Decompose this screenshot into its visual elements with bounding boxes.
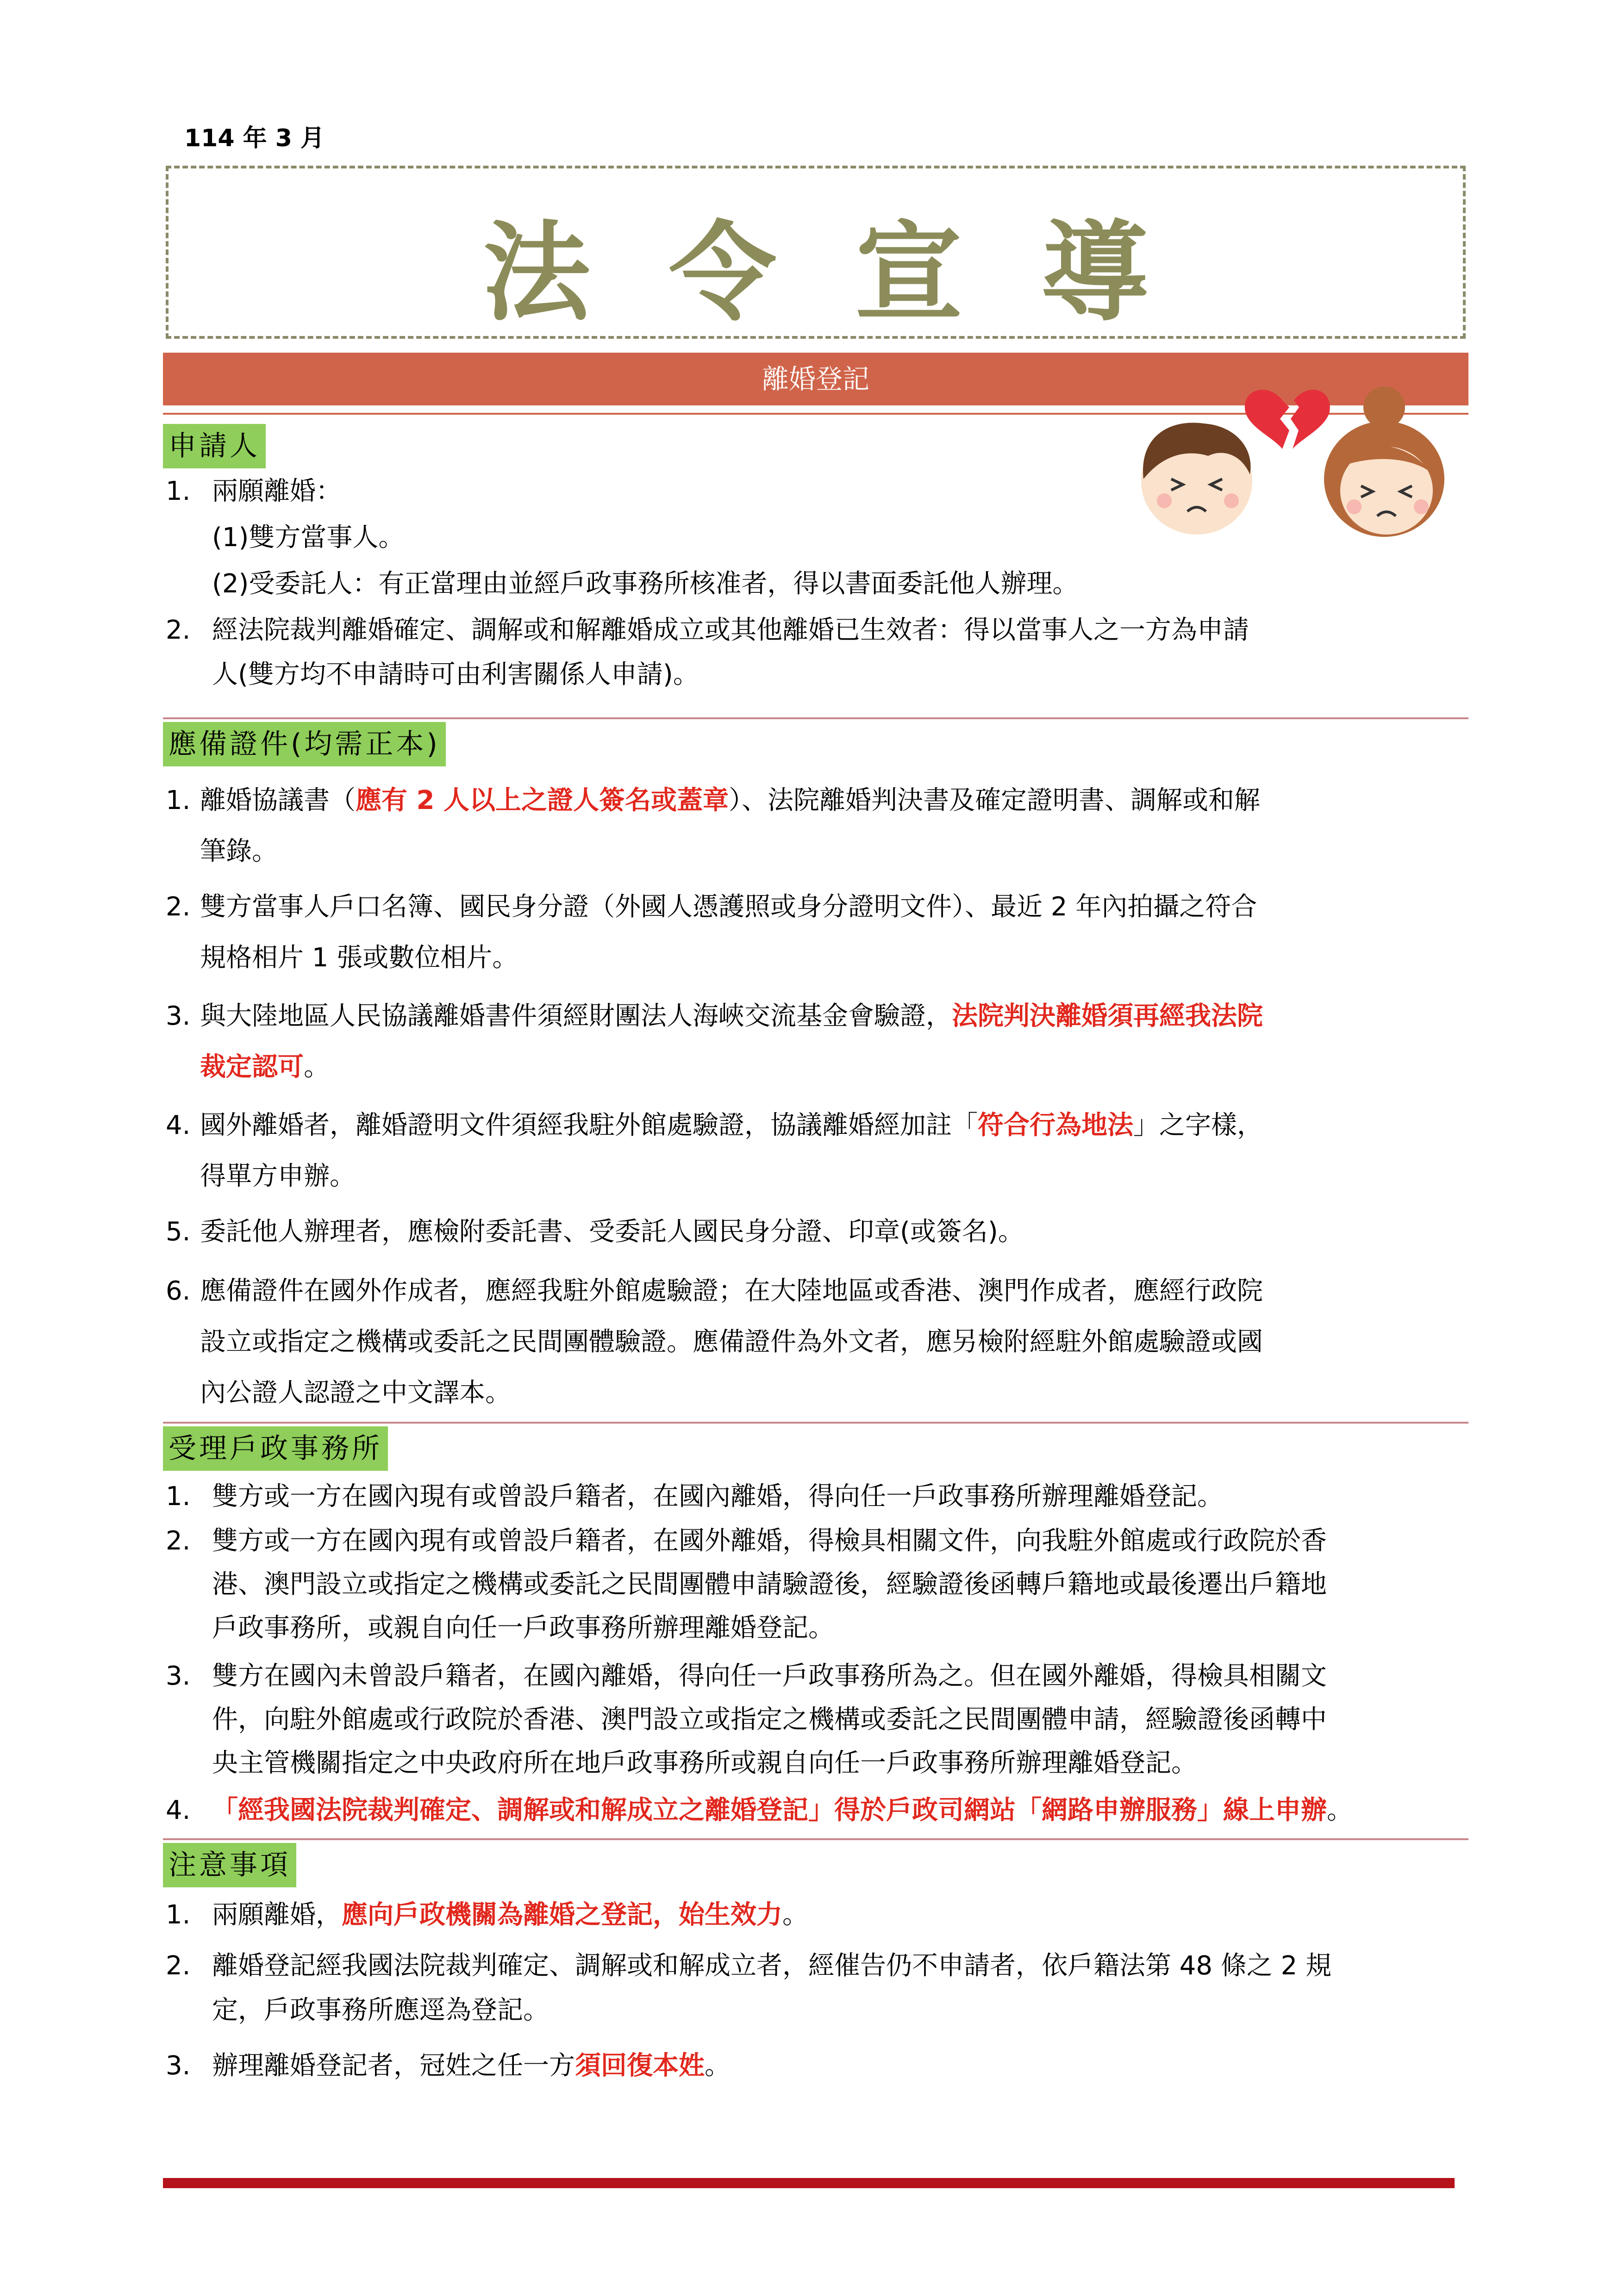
list-number: 1. — [166, 1900, 191, 1930]
notes-item-2-line-1: 離婚登記經我國法院裁判確定、調解或和解成立者，經催告仍不申請者，依戶籍法第 48 條之 2 規 — [212, 1951, 1332, 1981]
list-number: 2. — [166, 1526, 191, 1556]
documents-item-5: 委託他人辦理者，應檢附委託書、受委託人國民身分證、印章(或簽名)。 — [200, 1217, 1024, 1247]
sad-boy-icon — [1141, 423, 1252, 535]
footer-rule — [163, 2178, 1455, 2188]
section-notes: 注意事項 — [163, 1843, 296, 1887]
section-divider — [163, 1838, 1468, 1840]
section-office: 受理戶政事務所 — [163, 1426, 388, 1471]
list-number: 4. — [166, 1795, 191, 1825]
section-documents: 應備證件(均需正本) — [163, 722, 446, 766]
documents-item-1-line-1: 離婚協議書（應有 2 人以上之證人簽名或蓋章）、法院離婚判決書及確定證明書、調解或和解 — [200, 785, 1260, 815]
applicant-item-1a: (1)雙方當事人。 — [212, 523, 405, 553]
documents-item-2-line-1: 雙方當事人戶口名簿、國民身分證（外國人憑護照或身分證明文件）、最近 2 年內拍攝之符合 — [200, 892, 1257, 922]
list-number: 3. — [166, 1001, 191, 1031]
documents-item-6-line-3: 內公證人認證之中文譯本。 — [200, 1378, 511, 1408]
documents-item-3-line-2: 裁定認可。 — [200, 1052, 330, 1082]
documents-item-4-line-1: 國外離婚者，離婚證明文件須經我駐外館處驗證，協議離婚經加註「符合行為地法」之字樣， — [200, 1110, 1263, 1140]
page-title: 法令宣導 — [482, 209, 1227, 336]
office-item-2-line-3: 戶政事務所，或親自向任一戶政事務所辦理離婚登記。 — [212, 1613, 834, 1643]
notes-item-2-line-2: 定，戶政事務所應逕為登記。 — [212, 1995, 549, 2025]
applicant-item-1: 兩願離婚： — [212, 476, 342, 506]
list-number: 3. — [166, 2051, 191, 2081]
notes-item-1: 兩願離婚，應向戶政機關為離婚之登記，始生效力。 — [212, 1900, 808, 1930]
list-number: 1. — [166, 785, 191, 815]
list-number: 4. — [166, 1110, 191, 1140]
issue-date: 114 年 3 月 — [184, 124, 325, 152]
documents-item-6-line-2: 設立或指定之機構或委託之民間團體驗證。應備證件為外文者，應另檢附經駐外館處驗證或國 — [200, 1327, 1263, 1357]
list-number: 2. — [166, 892, 191, 922]
office-item-1: 雙方或一方在國內現有或曾設戶籍者，在國內離婚，得向任一戶政事務所辦理離婚登記。 — [212, 1481, 1223, 1512]
office-item-4: 「經我國法院裁判確定、調解或和解成立之離婚登記」得於戶政司網站「網路申辦服務」線上申辦。 — [212, 1795, 1353, 1825]
topic-banner: 離婚登記 — [163, 353, 1468, 405]
list-number: 3. — [166, 1661, 191, 1691]
section-applicant: 申請人 — [163, 424, 266, 468]
applicant-item-2-line-2: 人(雙方均不申請時可由利害關係人申請)。 — [212, 660, 699, 690]
couple-illustration — [1116, 380, 1468, 546]
documents-item-2-line-2: 規格相片 1 張或數位相片。 — [200, 943, 518, 973]
list-number: 1. — [166, 1481, 191, 1512]
section-divider — [163, 1422, 1468, 1424]
sad-girl-icon — [1324, 386, 1444, 537]
documents-item-3-line-1: 與大陸地區人民協議離婚書件須經財團法人海峽交流基金會驗證，法院判決離婚須再經我法院 — [200, 1001, 1263, 1031]
section-divider — [163, 717, 1468, 719]
list-number: 1. — [166, 476, 191, 506]
applicant-item-2-line-1: 經法院裁判離婚確定、調解或和解離婚成立或其他離婚已生效者：得以當事人之一方為申請 — [212, 615, 1249, 645]
list-number: 2. — [166, 615, 191, 645]
list-number: 5. — [166, 1217, 191, 1247]
notes-item-3: 辦理離婚登記者，冠姓之任一方須回復本姓。 — [212, 2051, 731, 2081]
office-item-3-line-3: 央主管機關指定之中央政府所在地戶政事務所或親自向任一戶政事務所辦理離婚登記。 — [212, 1748, 1197, 1778]
office-item-2-line-1: 雙方或一方在國內現有或曾設戶籍者，在國外離婚，得檢具相關文件，向我駐外館處或行政院於香 — [212, 1526, 1327, 1556]
list-number: 2. — [166, 1951, 191, 1981]
applicant-item-1b: (2)受委託人：有正當理由並經戶政事務所核准者，得以書面委託他人辦理。 — [212, 569, 1079, 599]
office-item-3-line-1: 雙方在國內未曾設戶籍者，在國內離婚，得向任一戶政事務所為之。但在國外離婚，得檢具相關文 — [212, 1661, 1327, 1691]
documents-item-6-line-1: 應備證件在國外作成者，應經我駐外館處驗證；在大陸地區或香港、澳門作成者，應經行政院 — [200, 1276, 1263, 1306]
broken-heart-icon — [1245, 390, 1330, 449]
list-number: 6. — [166, 1276, 191, 1306]
title-box — [166, 166, 1466, 339]
office-item-3-line-2: 件，向駐外館處或行政院於香港、澳門設立或指定之機構或委託之民間團體申請，經驗證後函轉中 — [212, 1705, 1327, 1735]
office-item-2-line-2: 港、澳門設立或指定之機構或委託之民間團體申請驗證後，經驗證後函轉戶籍地或最後遷出戶籍地 — [212, 1569, 1327, 1599]
documents-item-1-line-2: 筆錄。 — [200, 836, 278, 866]
documents-item-4-line-2: 得單方申辦。 — [200, 1161, 356, 1191]
